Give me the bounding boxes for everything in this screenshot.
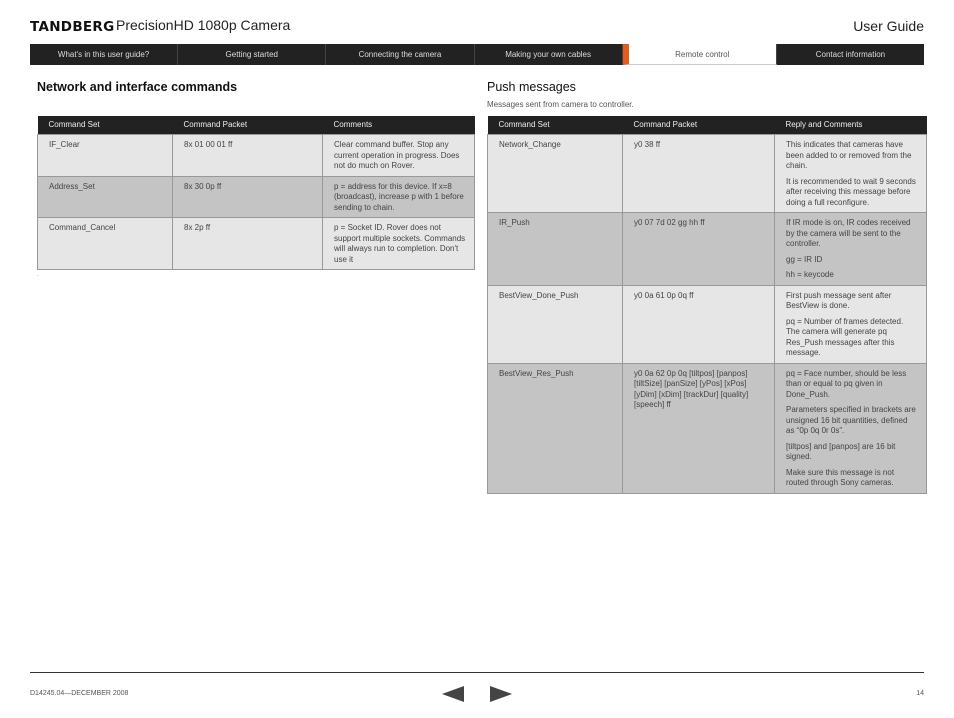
comment-text: First push message sent after BestView is done.	[786, 290, 892, 310]
comment-text: gg = IR ID	[786, 254, 823, 264]
comments-cell	[775, 363, 927, 493]
command-packet-cell: y0 0a 62 0p 0q [tiltpos] [panpos] [tiltSize] [panSize] [yPos] [xPos] [yDim] [xDim] [trackDur] [quality] [speech] ff	[623, 363, 775, 493]
column-header: Comments	[323, 116, 475, 135]
network-commands-section	[37, 80, 474, 94]
table-header-row	[488, 116, 927, 135]
comment-text: hh = keycode	[786, 270, 834, 279]
comment-text: It is recommended to wait 9 seconds after receiving this message before doing a full reconfigure.	[786, 176, 916, 207]
command-packet-cell: y0 38 ff	[623, 135, 775, 213]
column-header: Reply and Comments	[775, 116, 927, 135]
arrow-left-icon[interactable]	[442, 686, 464, 702]
push-messages-table	[487, 116, 927, 494]
footer-divider	[30, 672, 924, 673]
column-header: Command Set	[38, 116, 173, 135]
comments-cell	[323, 135, 475, 177]
section-subtitle: Messages sent from camera to controller.	[487, 100, 634, 109]
comment-text: Parameters specified in brackets are unsigned 16 bit quantities, defined as “0p 0q 0r 0s”.	[786, 405, 916, 435]
command-packet-cell: 8x 01 00 01 ff	[173, 135, 323, 177]
arrow-right-icon[interactable]	[490, 686, 512, 702]
section-title: Push messages	[487, 80, 576, 94]
command-packet-cell: y0 07 7d 02 gg hh ff	[623, 213, 775, 286]
column-header: Command Set	[488, 116, 623, 135]
command-set-cell: BestView_Done_Push	[488, 285, 623, 363]
nav-tab-remote-control[interactable]: Remote control	[623, 44, 777, 65]
comment-text: p = Socket ID. Rover does not support multiple sockets. Commands will always run to completion. Don't use it	[334, 223, 466, 264]
comments-cell	[323, 176, 475, 218]
nav-tab-getting-started[interactable]: Getting started	[178, 44, 326, 65]
command-set-cell: Address_Set	[38, 176, 173, 218]
comment-text: Clear command buffer. Stop any current operation in progress. Does not do much on Rover.	[334, 140, 460, 170]
command-set-cell: Command_Cancel	[38, 218, 173, 270]
product-title: PrecisionHD 1080p Camera	[116, 17, 291, 33]
table-row	[38, 135, 475, 177]
document-id: D14245.04—DECEMBER 2008	[30, 690, 129, 697]
comments-cell	[775, 135, 927, 213]
comment-text: [tiltpos] and [panpos] are 16 bit signed.	[786, 441, 896, 461]
table-row	[488, 213, 927, 286]
command-set-cell: Network_Change	[488, 135, 623, 213]
command-set-cell: IF_Clear	[38, 135, 173, 177]
footnote-mark: .	[37, 272, 39, 278]
comment-text: Make sure this message is not routed through Sony cameras.	[786, 467, 895, 487]
page-header	[30, 16, 924, 38]
command-packet-cell: 8x 2p ff	[173, 218, 323, 270]
comments-cell	[775, 285, 927, 363]
command-set-cell: BestView_Res_Push	[488, 363, 623, 493]
section-title: Network and interface commands	[37, 80, 238, 94]
comments-cell	[323, 218, 475, 270]
top-navigation	[30, 44, 924, 65]
nav-tab-cables[interactable]: Making your own cables	[475, 44, 623, 65]
table-row	[488, 135, 927, 213]
comments-cell	[775, 213, 927, 286]
column-header: Command Packet	[623, 116, 775, 135]
command-set-cell: IR_Push	[488, 213, 623, 286]
comment-text: pq = Face number, should be less than or equal to pq given in Done_Push.	[786, 368, 907, 399]
nav-tab-contact[interactable]: Contact information	[815, 50, 886, 59]
command-packet-cell: 8x 30 0p ff	[173, 176, 323, 218]
column-header: Command Packet	[173, 116, 323, 135]
comment-text: This indicates that cameras have been added to or removed from the chain.	[786, 140, 912, 170]
push-messages-section	[487, 80, 926, 109]
brand-logo: TANDBERG	[30, 19, 115, 35]
table-row	[38, 176, 475, 218]
comment-text: If IR mode is on, IR codes received by the camera will be sent to the controller.	[786, 218, 911, 248]
nav-tab-connecting-camera[interactable]: Connecting the camera	[326, 44, 474, 65]
table-header-row	[38, 116, 475, 135]
page-number: 14	[916, 690, 924, 697]
comment-text: p = address for this device. If x=8 (broadcast), increase p with 1 before sending to chain.	[334, 181, 464, 212]
comment-text: pq = Number of frames detected. The camera will generate pq Res_Push messages after this message.	[786, 316, 904, 357]
guide-title: User Guide	[853, 18, 924, 34]
table-row	[488, 285, 927, 363]
table-row	[488, 363, 927, 493]
command-packet-cell: y0 0a 61 0p 0q ff	[623, 285, 775, 363]
table-row	[38, 218, 475, 270]
nav-tab-user-guide[interactable]: What's in this user guide?	[30, 44, 178, 65]
network-commands-table	[37, 116, 475, 270]
